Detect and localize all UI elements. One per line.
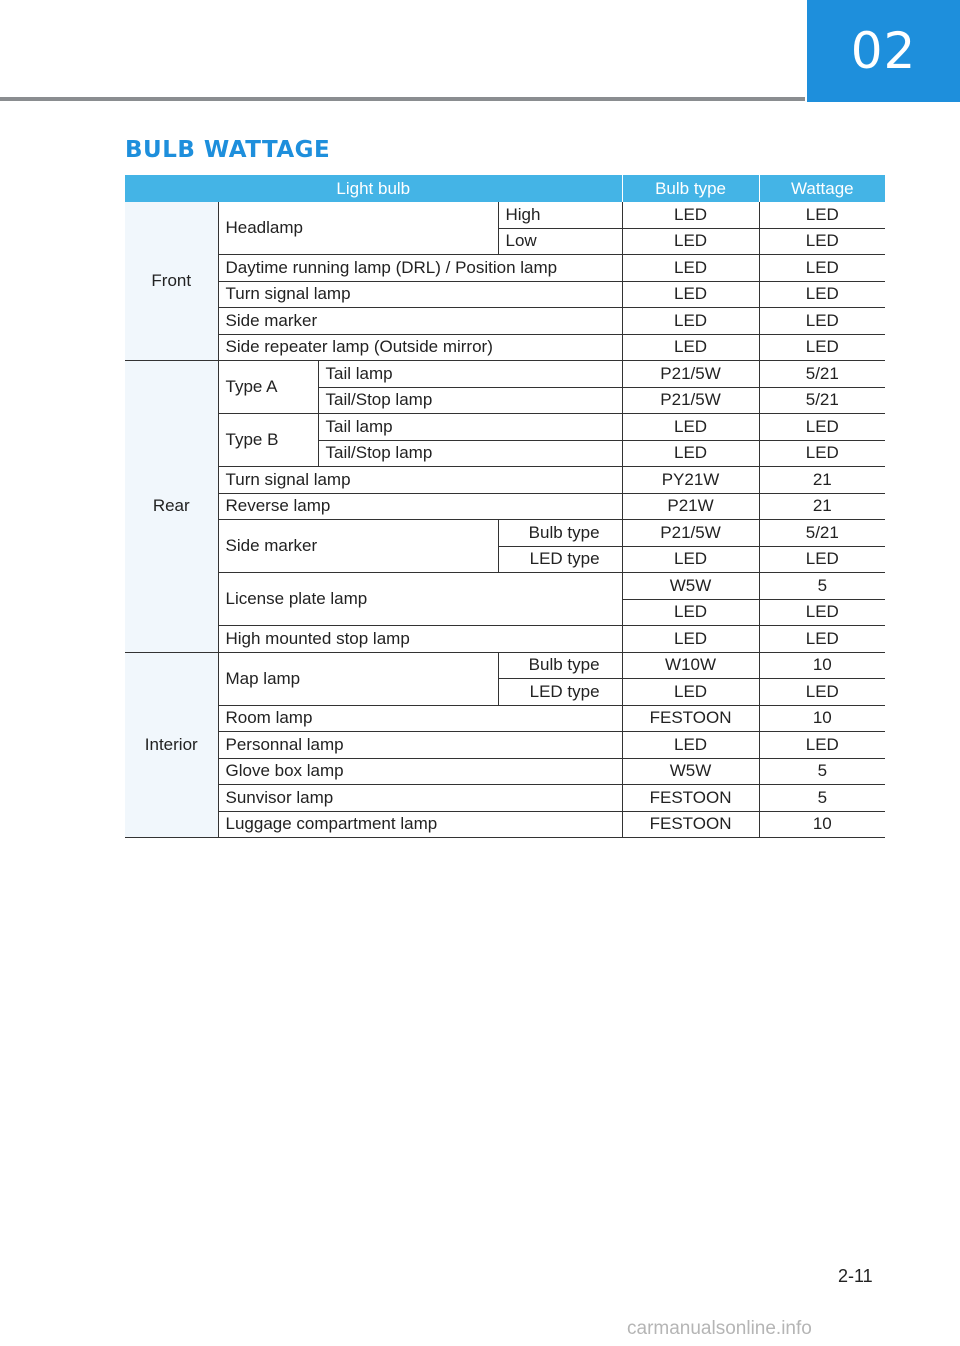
row-label: Side marker [218, 520, 498, 573]
bulb-type-cell: LED [622, 334, 759, 361]
col-header-wattage: Wattage [759, 175, 885, 202]
chapter-tab [807, 0, 960, 102]
bulb-type-cell: LED [622, 281, 759, 308]
wattage-cell: LED [759, 202, 885, 228]
row-label: Side marker [218, 308, 622, 335]
bulb-wattage-table [125, 175, 885, 838]
table-row [125, 281, 885, 308]
row-label: Personnal lamp [218, 732, 622, 759]
wattage-cell: 21 [759, 467, 885, 494]
bulb-type-cell: W10W [622, 652, 759, 679]
table-row [125, 758, 885, 785]
row-label: Glove box lamp [218, 758, 622, 785]
bulb-type-cell: LED [622, 546, 759, 573]
table-row [125, 202, 885, 228]
wattage-cell: LED [759, 334, 885, 361]
row-label: Type B [218, 414, 318, 467]
bulb-type-cell: W5W [622, 758, 759, 785]
wattage-cell: 10 [759, 705, 885, 732]
wattage-cell: LED [759, 732, 885, 759]
bulb-type-cell: LED [622, 599, 759, 626]
table-row [125, 811, 885, 838]
table-row [125, 414, 885, 441]
table-row [125, 361, 885, 388]
row-label: Daytime running lamp (DRL) / Position lamp [218, 255, 622, 282]
bulb-type-cell: P21W [622, 493, 759, 520]
wattage-cell: 5 [759, 758, 885, 785]
bulb-type-cell: W5W [622, 573, 759, 600]
bulb-type-cell: PY21W [622, 467, 759, 494]
row-sublabel: Tail/Stop lamp [318, 440, 622, 467]
row-label: Reverse lamp [218, 493, 622, 520]
row-label: Headlamp [218, 202, 498, 255]
bulb-type-cell: LED [622, 440, 759, 467]
bulb-type-cell: LED [622, 626, 759, 653]
wattage-cell: LED [759, 626, 885, 653]
wattage-cell: 5/21 [759, 520, 885, 547]
bulb-type-cell: LED [622, 255, 759, 282]
table-row [125, 467, 885, 494]
row-label: Sunvisor lamp [218, 785, 622, 812]
row-label: Type A [218, 361, 318, 414]
page-number: 2-11 [838, 1266, 873, 1286]
bulb-type-cell: P21/5W [622, 520, 759, 547]
wattage-cell: 5/21 [759, 361, 885, 388]
row-label: High mounted stop lamp [218, 626, 622, 653]
wattage-cell: LED [759, 679, 885, 706]
row-label: Turn signal lamp [218, 281, 622, 308]
wattage-cell: 10 [759, 811, 885, 838]
wattage-cell: LED [759, 255, 885, 282]
table-header-row [125, 175, 885, 202]
bulb-type-cell: LED [622, 202, 759, 228]
bulb-type-cell: LED [622, 228, 759, 255]
row-label: Luggage compartment lamp [218, 811, 622, 838]
bulb-type-cell: P21/5W [622, 387, 759, 414]
wattage-cell: LED [759, 414, 885, 441]
bulb-type-cell: LED [622, 679, 759, 706]
group-front: Front [125, 202, 218, 361]
row-label: Turn signal lamp [218, 467, 622, 494]
watermark: carmanualsonline.info [627, 1318, 812, 1339]
table-row [125, 732, 885, 759]
row-sublabel: Low [498, 228, 622, 255]
row-sublabel: Tail lamp [318, 361, 622, 388]
wattage-cell: LED [759, 228, 885, 255]
wattage-cell: LED [759, 440, 885, 467]
row-sublabel: Tail lamp [318, 414, 622, 441]
table-row [125, 705, 885, 732]
bulb-type-cell: FESTOON [622, 705, 759, 732]
wattage-cell: 10 [759, 652, 885, 679]
bulb-type-cell: LED [622, 308, 759, 335]
row-sublabel: Bulb type [498, 652, 622, 679]
table-row [125, 308, 885, 335]
row-sublabel: LED type [498, 546, 622, 573]
row-sublabel: Bulb type [498, 520, 622, 547]
table-row [125, 520, 885, 547]
table-row [125, 626, 885, 653]
table-row [125, 255, 885, 282]
wattage-cell: 5/21 [759, 387, 885, 414]
section-title: BULB WATTAGE [125, 137, 331, 163]
row-label: Room lamp [218, 705, 622, 732]
bulb-type-cell: P21/5W [622, 361, 759, 388]
bulb-type-cell: FESTOON [622, 811, 759, 838]
table-row [125, 493, 885, 520]
chapter-number: 02 [850, 22, 917, 80]
row-label: Side repeater lamp (Outside mirror) [218, 334, 622, 361]
wattage-cell: LED [759, 308, 885, 335]
col-header-light-bulb: Light bulb [125, 175, 622, 202]
row-sublabel: LED type [498, 679, 622, 706]
row-label: License plate lamp [218, 573, 622, 626]
wattage-cell: LED [759, 546, 885, 573]
group-interior: Interior [125, 652, 218, 838]
row-label: Map lamp [218, 652, 498, 705]
bulb-type-cell: FESTOON [622, 785, 759, 812]
wattage-cell: 5 [759, 785, 885, 812]
wattage-cell: 5 [759, 573, 885, 600]
table-row [125, 652, 885, 679]
wattage-cell: 21 [759, 493, 885, 520]
table-row [125, 334, 885, 361]
table-row [125, 785, 885, 812]
wattage-cell: LED [759, 281, 885, 308]
table-row [125, 573, 885, 600]
row-sublabel: Tail/Stop lamp [318, 387, 622, 414]
wattage-cell: LED [759, 599, 885, 626]
bulb-type-cell: LED [622, 414, 759, 441]
col-header-bulb-type: Bulb type [622, 175, 759, 202]
header-rule [0, 97, 805, 101]
group-rear: Rear [125, 361, 218, 653]
row-sublabel: High [498, 202, 622, 228]
bulb-type-cell: LED [622, 732, 759, 759]
